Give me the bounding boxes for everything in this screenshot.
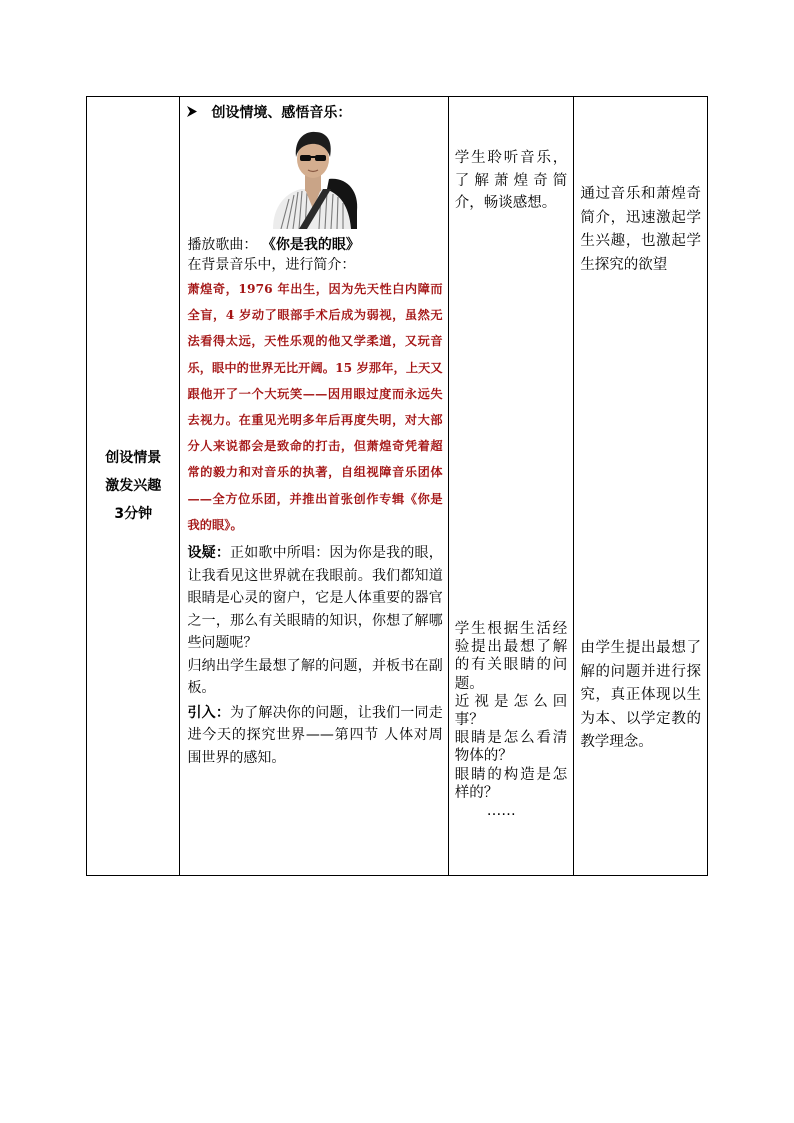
singer-photo xyxy=(267,129,359,229)
stage-line-2: 激发兴趣 xyxy=(105,478,162,494)
play-label: 播放歌曲： xyxy=(187,237,258,253)
student-activity-2-block xyxy=(455,620,568,820)
student-question-1: 近视是怎么回事？ xyxy=(454,693,568,729)
intro-line: 在背景音乐中，进行简介： xyxy=(187,257,356,273)
section-heading xyxy=(187,103,442,123)
student-question-2: 眼睛是怎么看清物体的？ xyxy=(454,730,568,765)
singer-biography: 萧煌奇，1976 年出生，因为先天性白内障而全盲，4 岁动了眼部手术后成为弱视，虽然无法看得太远，天性乐观的他又学柔道，又玩音乐，眼中的世界无比开阔。15 岁那年，上天又跟他开了一个大玩笑——因用眼过度而永远失去视力。在重见光明多年后再度失明，对大部分人来说都会是致命的打击，但萧煌奇凭着超常的毅力和对音乐的执著，自组视障音乐团体——全方位乐团，并推出首张创作专辑《你是我的眼》。 xyxy=(187,282,443,532)
design-intent-2: 由学生提出最想了解的问题并进行探究，真正体现以生为本、以学定教的教学理念。 xyxy=(580,640,701,750)
student-activity-cell xyxy=(448,97,574,876)
design-intent-1: 通过音乐和萧煌奇简介，迅速激起学生兴趣，也激起学生探究的欲望 xyxy=(580,186,701,273)
lesson-plan-table xyxy=(86,96,708,876)
student-activity-1: 学生聆听音乐，了解萧煌奇简介，畅谈感想。 xyxy=(454,150,568,211)
stage-line-1: 创设情景 xyxy=(105,450,162,466)
arrowhead-bullet-icon xyxy=(187,103,197,123)
heading-text: 创设情境、感悟音乐： xyxy=(211,105,352,121)
lead-label: 引入： xyxy=(187,704,231,721)
question-label: 设疑： xyxy=(187,545,231,562)
design-intent-cell xyxy=(574,97,708,876)
summary-paragraph: 归纳出学生最想了解的问题，并板书在副板。 xyxy=(187,657,443,697)
table-row xyxy=(87,97,708,876)
teaching-process-cell xyxy=(180,97,448,876)
lead-text: 为了解决你的问题，让我们一同走进今天的探究世界——第四节 人体对周围世界的感知。 xyxy=(187,704,443,766)
student-activity-2: 学生根据生活经验提出最想了解的有关眼睛的问题。 xyxy=(454,621,568,692)
stage-cell xyxy=(87,97,180,876)
song-title: 《你是我的眼》 xyxy=(261,237,360,253)
lead-paragraph xyxy=(187,702,442,770)
ellipsis: …… xyxy=(486,803,516,820)
question-text: 正如歌中所唱：因为你是我的眼，让我看见这世界就在我眼前。我们都知道眼睛是心灵的窗户，它是人体重要的器官之一，那么有关眼睛的知识，你想了解哪些问题呢？ xyxy=(187,545,443,652)
question-paragraph xyxy=(187,542,442,655)
student-question-3: 眼睛的构造是怎样的？ xyxy=(454,766,568,801)
play-song-line xyxy=(187,235,442,255)
stage-duration: 3分钟 xyxy=(114,506,153,522)
